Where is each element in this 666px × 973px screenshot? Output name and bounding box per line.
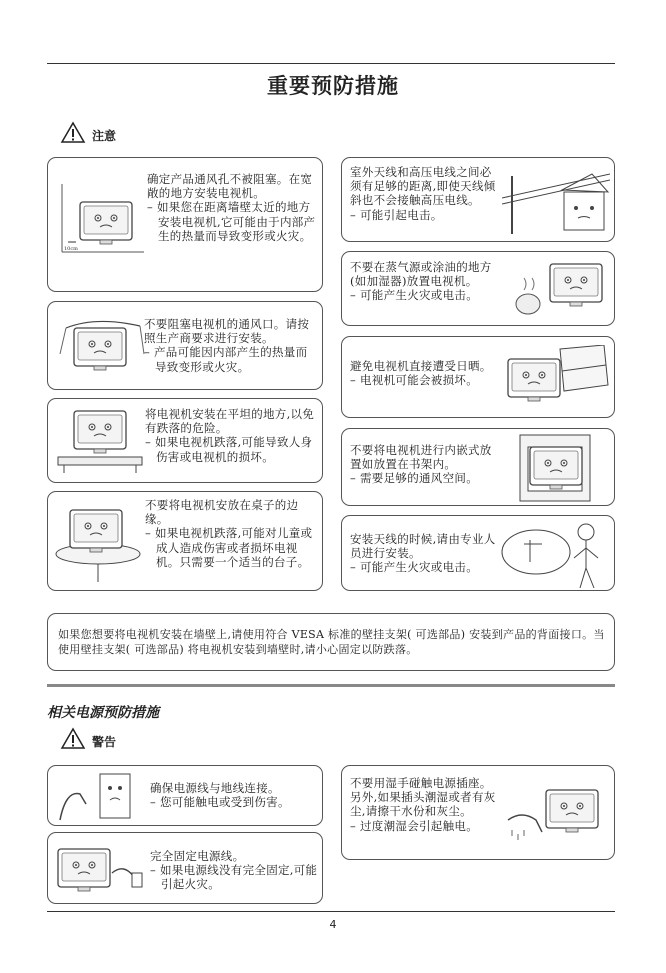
caution-box-sun xyxy=(341,336,615,418)
ground-bullet-text: – 您可能触电或受到伤害。 xyxy=(150,795,290,810)
wet-hands-illustration xyxy=(502,780,610,850)
caution-box-block xyxy=(47,301,323,390)
power-box-ground xyxy=(47,765,323,826)
vent-bullet-text: – 如果您在距离墙壁太近的地方安装电视机,它可能由于内部产生的热量而导致变形或火灾。 xyxy=(147,200,316,243)
wet-main-text: 不要用湿手碰触电源插座。另外,如果插头潮湿或者有灰尘,请擦干水份和灰尘。 xyxy=(350,776,496,819)
block-bullet-text: – 产品可能因内部产生的热量而导致变形或火灾。 xyxy=(144,345,308,374)
section-divider xyxy=(47,684,615,687)
secure-main-text: 完全固定电源线。 xyxy=(150,849,245,863)
caution-box-edge xyxy=(47,491,323,591)
install-antenna-main-text: 安装天线的时候,请由专业人员进行安装。 xyxy=(350,532,496,561)
warning-label: 警告 xyxy=(92,735,117,749)
top-rule xyxy=(47,63,615,64)
power-section-title: 相关电源预防措施 xyxy=(47,705,159,721)
page-title: 重要预防措施 xyxy=(267,74,399,98)
antenna-main-text: 室外天线和高压电线之间必须有足够的距离,即使天线倾斜也不会接触高压电线。 xyxy=(350,165,496,208)
bottom-rule xyxy=(47,911,615,912)
wet-bullet-text: – 过度潮湿会引起触电。 xyxy=(350,818,479,833)
caution-box-builtin xyxy=(341,428,615,506)
steam-main-text: 不要在蒸气源或涂油的地方(如加湿器)放置电视机。 xyxy=(350,260,492,289)
steam-bullet-text: – 可能产生火灾或电击。 xyxy=(350,288,479,303)
tv-on-table-illustration xyxy=(54,409,146,475)
caution-box-install-antenna xyxy=(341,515,615,591)
edge-bullet-text: – 如果电视机跌落,可能对儿童或成人造成伤害或者损坏电视机。只需要一个适当的台子。 xyxy=(145,526,313,569)
wall-mount-note-text: 如果您想要将电视机安装在墙壁上,请使用符合 VESA 标准的壁挂支架( 可选部品) 安装到产品的背面接口。当使用壁挂支架( 可选部品) 将电视机安装到墙壁时,请小心固定以防跌落。 xyxy=(58,628,605,656)
ground-main-text: 确保电源线与地线连接。 xyxy=(150,781,280,795)
install-antenna-bullet-text: – 可能产生火灾或电击。 xyxy=(350,560,479,575)
block-main-text: 不要阻塞电视机的通风口。请按照生产商要求进行安装。 xyxy=(144,317,310,346)
power-box-secure xyxy=(47,832,323,904)
caution-box-flat xyxy=(47,398,323,483)
grounding-plug-illustration xyxy=(56,770,146,824)
sun-main-text: 避免电视机直接遭受日晒。 xyxy=(350,359,492,373)
power-box-wet xyxy=(341,765,615,860)
loose-cord-illustration xyxy=(56,843,146,899)
tv-near-wall-illustration xyxy=(54,182,146,262)
caution-box-steam xyxy=(341,251,615,326)
antenna-bullet-text: – 可能引起电击。 xyxy=(350,207,443,222)
covered-tv-illustration xyxy=(56,314,146,384)
page-number: 4 xyxy=(329,918,337,931)
vent-main-text: 确定产品通风孔不被阻塞。在宽敞的地方安装电视机。 xyxy=(147,172,313,201)
caution-box-antenna xyxy=(341,157,615,242)
caution-triangle-icon xyxy=(60,121,86,144)
caution-box-vent xyxy=(47,157,323,292)
builtin-main-text: 不要将电视机进行内嵌式放置如放置在书架内。 xyxy=(350,443,492,472)
secure-bullet-text: – 如果电源线没有完全固定,可能引起火灾。 xyxy=(150,863,318,892)
tv-table-edge-illustration xyxy=(52,504,146,584)
svg-text:10cm: 10cm xyxy=(64,246,78,252)
caution-label: 注意 xyxy=(92,129,117,143)
technician-illustration xyxy=(500,518,610,590)
antenna-powerline-illustration xyxy=(502,168,610,236)
builtin-bullet-text: – 需要足够的通风空间。 xyxy=(350,471,479,486)
sunlight-window-illustration xyxy=(504,345,610,411)
edge-main-text: 不要将电视机安放在桌子的边缘。 xyxy=(145,498,299,527)
bookshelf-illustration xyxy=(514,433,610,503)
sun-bullet-text: – 电视机可能会被损坏。 xyxy=(350,373,479,388)
flat-main-text: 将电视机安装在平坦的地方,以免有跌落的危险。 xyxy=(145,407,315,436)
flat-bullet-text: – 如果电视机跌落,可能导致人身伤害或电视机的损坏。 xyxy=(145,435,313,464)
warning-triangle-icon xyxy=(60,727,86,750)
humidifier-illustration xyxy=(510,260,610,320)
wall-mount-note-box xyxy=(47,613,615,671)
